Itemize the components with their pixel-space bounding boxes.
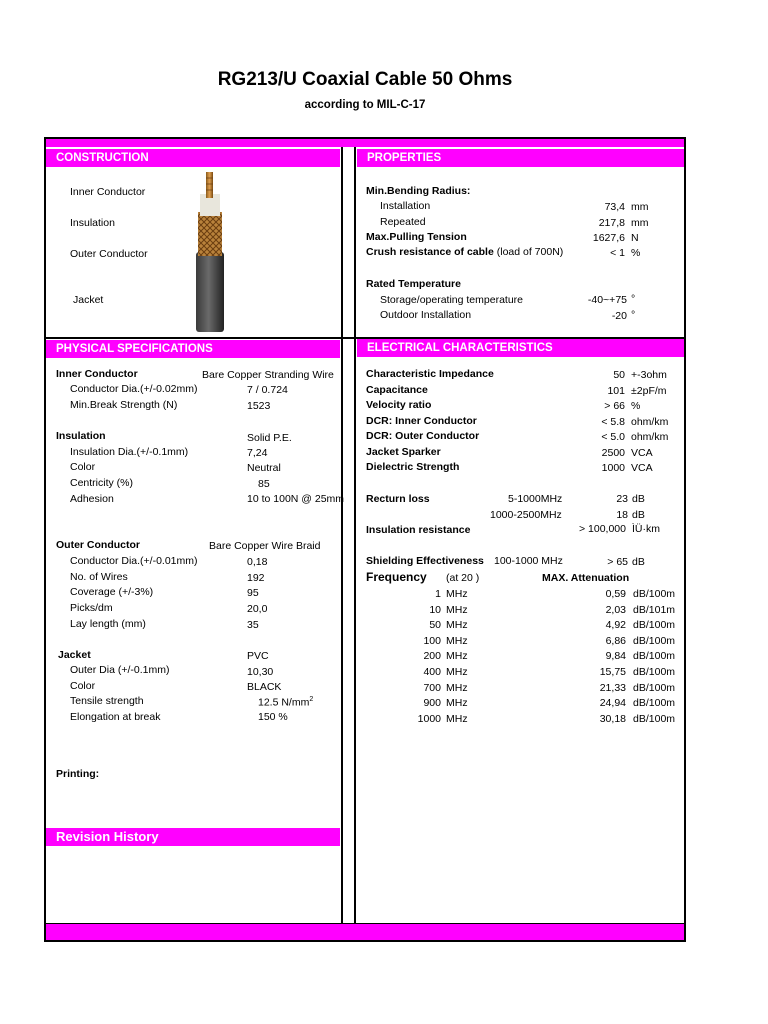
max-pulling-label: Max.Pulling Tension [366, 231, 467, 243]
spec-row-label: Min.Break Strength (N) [70, 399, 178, 411]
insulation-resistance-label: Insulation resistance [366, 524, 471, 536]
electrical-header: ELECTRICAL CHARACTERISTICS [357, 339, 684, 357]
frequency-unit: MHz [446, 697, 468, 710]
electrical-row-label: Velocity ratio [366, 399, 432, 411]
attenuation-unit: dB/100m [633, 588, 676, 600]
spec-row-label: Lay length (mm) [70, 618, 146, 630]
spec-row-label: Picks/dm [70, 602, 113, 614]
outdoor-unit: ° [631, 309, 636, 321]
frequency-value: 1000 [417, 712, 441, 725]
installation-value: 73,4 [604, 201, 625, 213]
spec-row-label: Color [70, 461, 96, 473]
shielding-range: 100-1000 MHz [494, 555, 563, 567]
outdoor-value: -20 [611, 310, 627, 322]
electrical-row-unit: ohm/km [631, 431, 669, 443]
frequency-value: 400 [423, 666, 441, 678]
page-title: RG213/U Coaxial Cable 50 Ohms [217, 69, 513, 90]
repeated-label: Repeated [380, 216, 426, 228]
top-accent-bar [46, 139, 684, 147]
frequency-value: 50 [429, 619, 441, 632]
insulation-resistance-unit: ÌÜ·km [632, 523, 660, 535]
storage-label: Storage/operating temperature [380, 294, 524, 306]
electrical-row-unit: % [631, 400, 641, 412]
shielding-unit: dB [632, 556, 645, 568]
electrical-row-label: Dielectric Strength [366, 461, 460, 473]
spec-row-value: 10 to 100N @ 25mm [247, 493, 345, 505]
electrical-row-unit: ohm/km [631, 416, 669, 428]
attenuation-unit: dB/100m [633, 634, 676, 647]
frequency-value: 100 [423, 634, 441, 647]
page-subtitle: according to MIL-C-17 [304, 99, 426, 111]
frequency-unit: MHz [446, 588, 468, 600]
attenuation-value: 15,75 [599, 666, 626, 678]
construction-header: CONSTRUCTION [46, 149, 340, 167]
frequency-value: 700 [423, 681, 441, 694]
electrical-row-unit: VCA [631, 447, 653, 459]
repeated-unit: mm [631, 217, 649, 229]
construction-label-jacket: Jacket [73, 294, 104, 306]
electrical-row-unit: VCA [631, 462, 653, 474]
return-loss-value: 23 [616, 493, 628, 505]
spec-row-value: Neutral [247, 462, 281, 474]
printing-label: Printing: [56, 768, 100, 780]
insulation-label: Insulation [56, 430, 106, 442]
center-divider-left [341, 147, 343, 925]
spec-row-value: 95 [247, 587, 259, 599]
shielding-value: > 65 [607, 556, 628, 568]
spec-row-value: 35 [247, 619, 259, 631]
electrical-row-label: Jacket Sparker [366, 446, 441, 458]
max-attenuation-label: MAX. Attenuation [542, 572, 630, 584]
frequency-value: 1 [435, 588, 441, 600]
installation-label: Installation [380, 200, 431, 212]
spec-row-value: 12.5 N/mm [258, 696, 310, 709]
properties-header: PROPERTIES [357, 149, 684, 167]
repeated-value: 217,8 [598, 217, 625, 229]
spec-row-value: 150 % [258, 711, 288, 723]
return-loss-range: 1000-2500MHz [490, 509, 562, 521]
center-divider-right [354, 147, 356, 925]
frequency-value: 200 [423, 650, 441, 663]
outer-conductor-label: Outer Conductor [56, 539, 140, 551]
coax-cable-illustration [180, 168, 240, 332]
attenuation-value: 6,86 [605, 634, 626, 647]
attenuation-unit: dB/100m [633, 681, 676, 694]
shielding-label: Shielding Effectiveness [366, 555, 484, 567]
bottom-accent-bar [46, 924, 684, 940]
frequency-unit: MHz [446, 666, 468, 678]
attenuation-unit: dB/100m [633, 697, 676, 710]
return-loss-value: 18 [616, 509, 628, 521]
electrical-row-value: 1000 [601, 462, 625, 474]
spec-row-value: 7 / 0.724 [247, 384, 288, 396]
attenuation-unit: dB/101m [633, 603, 676, 616]
attenuation-value: 9,84 [605, 650, 626, 663]
frequency-unit: MHz [446, 650, 468, 663]
crush-value: < 1 [610, 247, 625, 259]
spec-row-value: 85 [258, 478, 270, 490]
storage-unit: ° [631, 293, 636, 305]
electrical-row-value: 50 [613, 369, 625, 381]
return-loss-range: 5-1000MHz [508, 493, 563, 505]
outdoor-label: Outdoor Installation [380, 309, 472, 321]
attenuation-value: 24,94 [599, 697, 626, 710]
spec-row-value: 192 [247, 572, 265, 584]
spec-row-label: Elongation at break [70, 711, 161, 723]
frequency-unit: MHz [446, 681, 468, 694]
attenuation-value: 30,18 [599, 712, 626, 725]
spec-row-label: No. of Wires [70, 571, 128, 583]
electrical-row-label: DCR: Outer Conductor [366, 430, 480, 442]
spec-row-value: BLACK [247, 681, 282, 693]
spec-row-value: 0,18 [247, 556, 268, 568]
electrical-row-value: > 66 [604, 400, 625, 412]
spec-row-label: Centricity (%) [70, 477, 134, 489]
electrical-row-value: 2500 [601, 447, 625, 459]
electrical-row-label: Characteristic Impedance [366, 368, 494, 380]
frequency-unit: MHz [446, 712, 468, 725]
inner-conductor-value: Bare Copper Stranding Wire [202, 369, 334, 381]
inner-conductor-label: Inner Conductor [56, 368, 138, 380]
insulation-value: Solid P.E. [247, 432, 292, 444]
electrical-row-unit: +-3ohm [631, 369, 667, 381]
storage-value: -40~+75 [587, 294, 627, 306]
construction-label-inner: Inner Conductor [70, 186, 146, 198]
installation-unit: mm [631, 201, 649, 213]
frequency-label: Frequency [366, 570, 427, 584]
crush-unit: % [631, 247, 641, 259]
frequency-unit: MHz [446, 634, 468, 647]
bottom-divider [46, 923, 684, 924]
spec-row-value: 1523 [247, 400, 271, 412]
attenuation-value: 4,92 [605, 619, 626, 632]
rated-temp-label: Rated Temperature [366, 278, 461, 290]
construction-label-outer: Outer Conductor [70, 248, 148, 260]
attenuation-unit: dB/100m [633, 666, 676, 678]
attenuation-value: 21,33 [599, 681, 626, 694]
return-loss-unit: dB [632, 493, 645, 505]
electrical-row-label: DCR: Inner Conductor [366, 415, 477, 427]
return-loss-label: Recturn loss [366, 493, 430, 505]
frequency-unit: MHz [446, 603, 468, 616]
spec-row-value: 7,24 [247, 447, 268, 459]
spec-row-label: Adhesion [70, 493, 114, 505]
construction-label-insulation: Insulation [70, 217, 115, 229]
insulation-resistance-value: > 100,000 [578, 523, 626, 535]
jacket-label: Jacket [58, 649, 91, 661]
spec-row-label: Conductor Dia.(+/-0.01mm) [70, 555, 198, 567]
spec-row-value: 20,0 [247, 603, 268, 615]
attenuation-value: 2,03 [605, 603, 626, 616]
attenuation-unit: dB/100m [633, 650, 676, 663]
frequency-note: (at 20 ) [446, 572, 480, 584]
revision-header: Revision History [46, 828, 340, 846]
frequency-value: 10 [429, 603, 441, 616]
spec-row-label: Conductor Dia.(+/-0.02mm) [70, 383, 198, 395]
max-pulling-value: 1627,6 [592, 232, 625, 244]
frequency-unit: MHz [446, 619, 468, 632]
electrical-row-value: < 5.8 [601, 416, 625, 428]
spec-row-value: 10,30 [247, 666, 274, 678]
return-loss-unit: dB [632, 509, 645, 521]
spec-row-label: Insulation Dia.(+/-0.1mm) [70, 446, 189, 458]
spec-row-label: Coverage (+/-3%) [70, 586, 154, 598]
min-bending-label: Min.Bending Radius: [366, 185, 471, 197]
spec-row-label: Color [70, 680, 96, 692]
electrical-row-value: 101 [607, 385, 625, 397]
electrical-row-value: < 5.0 [601, 431, 625, 443]
max-pulling-unit: N [631, 232, 639, 244]
attenuation-unit: dB/100m [633, 712, 676, 725]
crush-note: (load of 700N) [496, 246, 564, 258]
jacket-value: PVC [247, 650, 269, 662]
electrical-row-unit: ±2pF/m [631, 385, 667, 397]
electrical-row-label: Capacitance [366, 384, 428, 396]
attenuation-unit: dB/100m [633, 619, 676, 632]
spec-row-label: Tensile strength [70, 695, 144, 707]
outer-conductor-value: Bare Copper Wire Braid [209, 540, 321, 552]
attenuation-value: 0,59 [605, 588, 626, 600]
crush-label: Crush resistance of cable [366, 246, 494, 258]
physical-header: PHYSICAL SPECIFICATIONS [46, 340, 340, 358]
superscript: 2 [309, 696, 314, 703]
spec-row-label: Outer Dia (+/-0.1mm) [70, 664, 170, 676]
frequency-value: 900 [423, 697, 441, 710]
